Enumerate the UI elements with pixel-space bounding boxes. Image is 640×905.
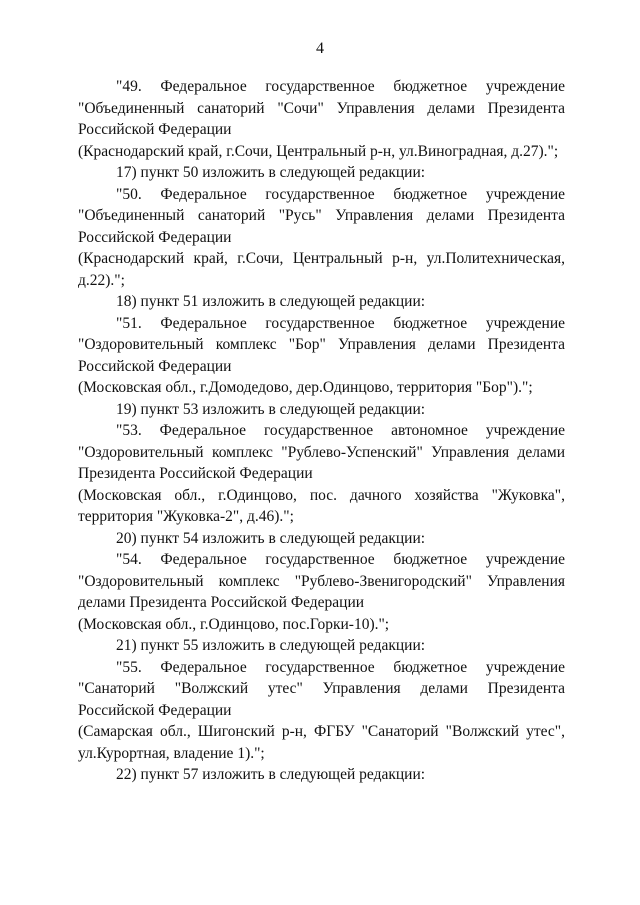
item-54-address: (Московская обл., г.Одинцово, пос.Горки-10)."; (78, 615, 390, 633)
instruction-17: 17) пункт 50 изложить в следующей редакции: (116, 164, 426, 181)
instruction-20: 20) пункт 54 изложить в следующей редакции: (116, 529, 426, 547)
document-body (78, 76, 565, 786)
item-55-title: "55. Федеральное государственное бюджетное учреждение "Санаторий "Волжский утес" Управления делами Президента Российской Федерации (78, 658, 565, 719)
instruction-18: 18) пункт 51 изложить в следующей редакции: (116, 293, 426, 310)
instruction-21: 21) пункт 55 изложить в следующей редакции: (116, 637, 426, 654)
instruction-19: 19) пункт 53 изложить в следующей редакции: (116, 400, 426, 418)
item-49-address: (Краснодарский край, г.Сочи, Центральный р-н, ул.Виноградная, д.27)."; (78, 142, 559, 160)
instruction-22: 22) пункт 57 изложить в следующей редакции: (116, 766, 426, 783)
item-50-title: "50. Федеральное государственное бюджетное учреждение "Объединенный санаторий "Русь" Управления делами Президента Российской Федерации (78, 185, 565, 246)
page-number: 4 (316, 40, 324, 57)
item-50-address: (Краснодарский край, г.Сочи, Центральный р-н, ул.Политехническая, д.22)."; (78, 250, 565, 289)
item-51-address: (Московская обл., г.Домодедово, дер.Одинцово, территория "Бор")."; (78, 379, 533, 396)
item-54-title: "54. Федеральное государственное бюджетное учреждение "Оздоровительный комплекс "Рублево-Звенигородский" Управления делами Президента Российской Федерации (78, 551, 565, 611)
item-53-address: (Московская обл., г.Одинцово, пос. дачного хозяйства "Жуковка", территория "Жуковка-2", д.46)."; (78, 486, 565, 525)
item-51-title: "51. Федеральное государственное бюджетное учреждение "Оздоровительный комплекс "Бор" Управления делами Президента Российской Федерации (78, 314, 565, 375)
item-53-title: "53. Федеральное государственное автономное учреждение "Оздоровительный комплекс "Рублево-Успенский" Управления делами Президента Российской Федерации (78, 422, 565, 482)
item-55-address: (Самарская обл., Шигонский р-н, ФГБУ "Санаторий "Волжский утес", ул.Курортная, владение 1)."; (78, 723, 565, 762)
item-49-title: "49. Федеральное государственное бюджетное учреждение "Объединенный санаторий "Сочи" Управления делами Президента Российской Федерации (78, 78, 565, 138)
